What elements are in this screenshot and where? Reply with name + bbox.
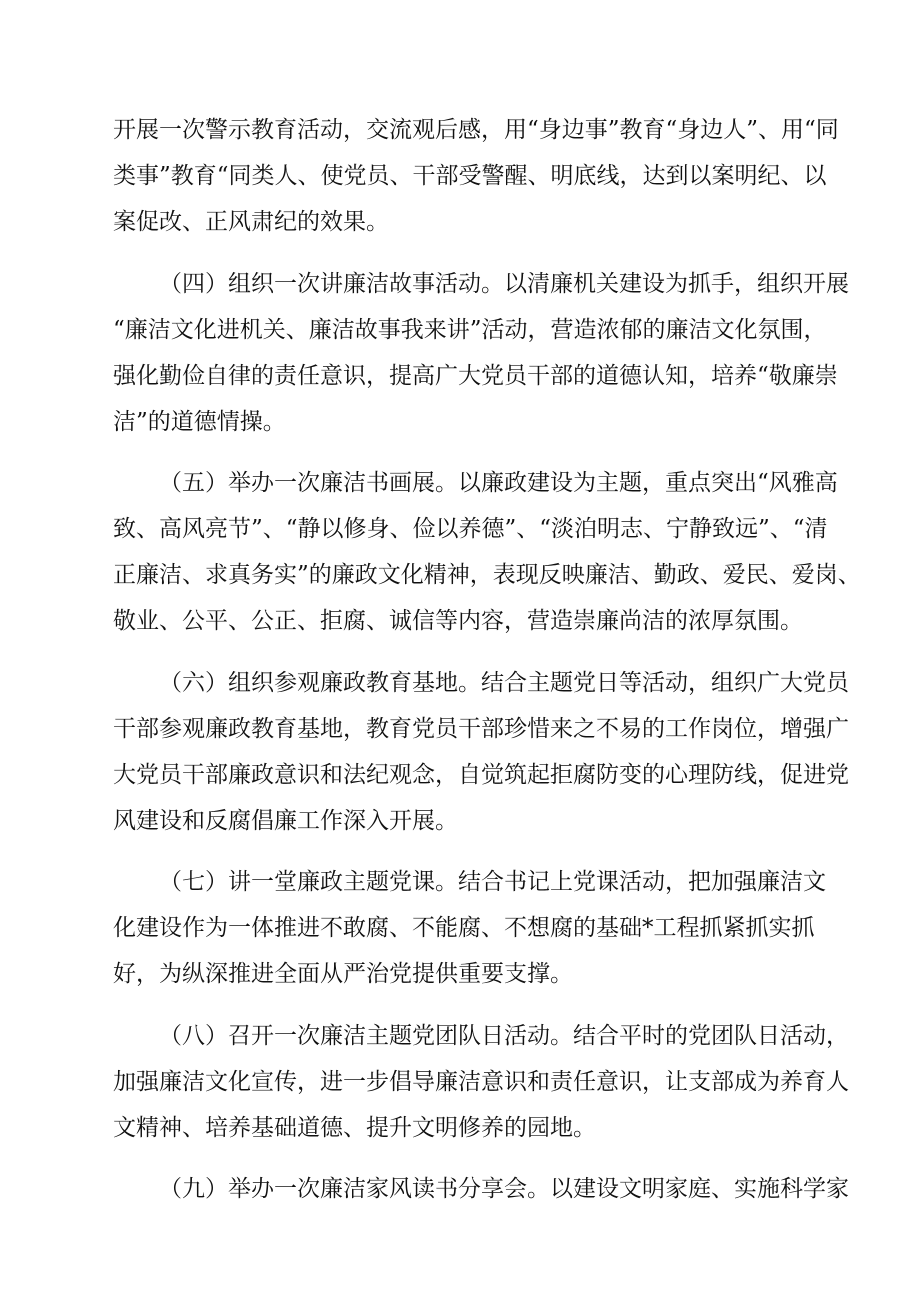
text-line: 强化勤俭自律的责任意识，提高广大党员干部的道德认知，培养“敬廉崇	[113, 362, 838, 389]
text-line: 开展一次警示教育活动，交流观后感，用“身边事”教育“身边人”、用“同	[113, 117, 839, 143]
text-line: （五）举办一次廉洁书画展。以廉政建设为主题，重点突出“风雅高	[159, 470, 838, 496]
text-line: 大党员干部廉政意识和法纪观念，自觉筑起拒腐防变的心理防线，促进党	[113, 761, 849, 788]
text-line: 好，为纵深推进全面从严治党提供重要支撑。	[113, 961, 573, 987]
text-line: 化建设作为一体推进不敢腐、不能腐、不想腐的基础*工程抓紧抓实抓	[113, 915, 815, 941]
text-line: 正廉洁、求真务实”的廉政文化精神，表现反映廉洁、勤政、爱民、爱岗、	[113, 562, 861, 588]
text-line: “廉洁文化进机关、廉洁故事我来讲”活动，营造浓郁的廉洁文化氛围，	[113, 316, 827, 343]
paragraph-gap	[113, 245, 825, 261]
paragraph	[113, 660, 849, 844]
paragraph	[113, 107, 839, 245]
document-body	[113, 107, 861, 1212]
paragraph-gap	[113, 644, 825, 660]
paragraph	[113, 859, 825, 997]
paragraph-gap	[113, 844, 825, 860]
text-line: （八）召开一次廉洁主题党团队日活动。结合平时的党团队日活动，	[159, 1022, 849, 1049]
text-line: 案促改、正风肃纪的效果。	[113, 209, 389, 235]
text-line: （九）举办一次廉洁家风读书分享会。以建设文明家庭、实施科学家	[159, 1176, 849, 1202]
paragraph	[113, 1013, 849, 1151]
text-line: （六）组织参观廉政教育基地。结合主题党日等活动，组织广大党员	[159, 669, 849, 696]
text-line: （四）组织一次讲廉洁故事活动。以清廉机关建设为抓手，组织开展	[159, 270, 849, 297]
text-line: 文精神、培养基础道德、提升文明修养的园地。	[113, 1114, 596, 1141]
paragraph	[113, 261, 849, 445]
text-line: 敬业、公平、公正、拒腐、诚信等内容，营造崇廉尚洁的浓厚氛围。	[113, 608, 803, 634]
text-line: 风建设和反腐倡廉工作深入开展。	[113, 807, 458, 834]
text-line: 洁”的道德情操。	[113, 408, 286, 435]
text-line: 干部参观廉政教育基地，教育党员干部珍惜来之不易的工作岗位，增强广	[113, 715, 849, 742]
text-line: （七）讲一堂廉政主题党课。结合书记上党课活动，把加强廉洁文	[159, 869, 826, 895]
paragraph-gap	[113, 1151, 825, 1167]
text-line: 加强廉洁文化宣传，进一步倡导廉洁意识和责任意识，让支部成为养育人	[113, 1068, 849, 1095]
text-line: 致、高风亮节”、“静以修身、俭以养德”、“淡泊明志、宁静致远”、“清	[113, 516, 828, 542]
paragraph-gap	[113, 997, 825, 1013]
text-line: 类事”教育“同类人、使党员、干部受警醒、明底线，达到以案明纪、以	[113, 163, 827, 189]
paragraph-gap	[113, 445, 825, 461]
paragraph	[113, 1166, 849, 1212]
paragraph	[113, 460, 861, 644]
